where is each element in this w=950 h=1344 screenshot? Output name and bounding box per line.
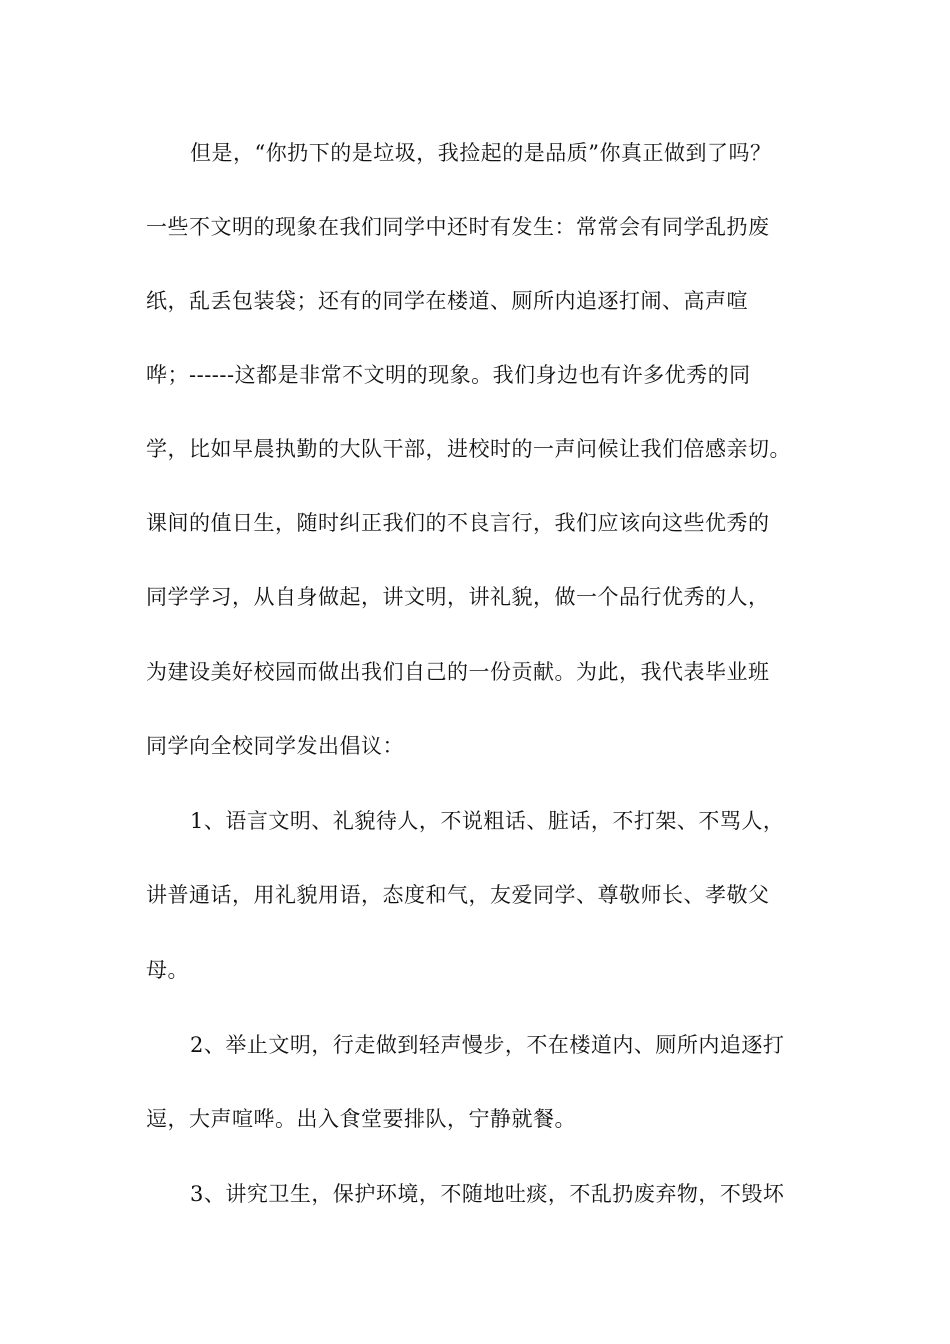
paragraph-line-2: 一些不文明的现象在我们同学中还时有发生：常常会有同学乱扔废 <box>146 215 770 239</box>
paragraph-line-6: 课间的值日生，随时纠正我们的不良言行，我们应该向这些优秀的 <box>146 511 770 535</box>
list-item-1-line-3: 母。 <box>146 958 189 982</box>
list-item-2-line-2: 逗，大声喧哗。出入食堂要排队，宁静就餐。 <box>146 1107 576 1131</box>
list-item-2-line-1: 2、举止文明，行走做到轻声慢步，不在楼道内、厕所内追逐打 <box>190 1033 785 1057</box>
paragraph-line-5: 学，比如早晨执勤的大队干部，进校时的一声问候让我们倍感亲切。 <box>146 437 791 461</box>
paragraph-line-3: 纸，乱丢包装袋；还有的同学在楼道、厕所内追逐打闹、高声喧 <box>146 289 748 313</box>
paragraph-line-8: 为建设美好校园而做出我们自己的一份贡献。为此，我代表毕业班 <box>146 660 770 684</box>
list-item-1-line-1: 1、语言文明、礼貌待人，不说粗话、脏话，不打架、不骂人， <box>190 809 785 833</box>
paragraph-line-1: 但是，“你扔下的是垃圾，我捡起的是品质”你真正做到了吗？ <box>190 141 772 165</box>
paragraph-line-4: 哗；------这都是非常不文明的现象。我们身边也有许多优秀的同 <box>146 363 751 387</box>
paragraph-line-7: 同学学习，从自身做起，讲文明，讲礼貌，做一个品行优秀的人， <box>146 585 770 609</box>
paragraph-line-9: 同学向全校同学发出倡议： <box>146 734 404 758</box>
list-item-1-line-2: 讲普通话，用礼貌用语，态度和气，友爱同学、尊敬师长、孝敬父 <box>146 883 770 907</box>
list-item-3-line-1: 3、讲究卫生，保护环境，不随地吐痰，不乱扔废弃物，不毁坏 <box>190 1182 785 1206</box>
